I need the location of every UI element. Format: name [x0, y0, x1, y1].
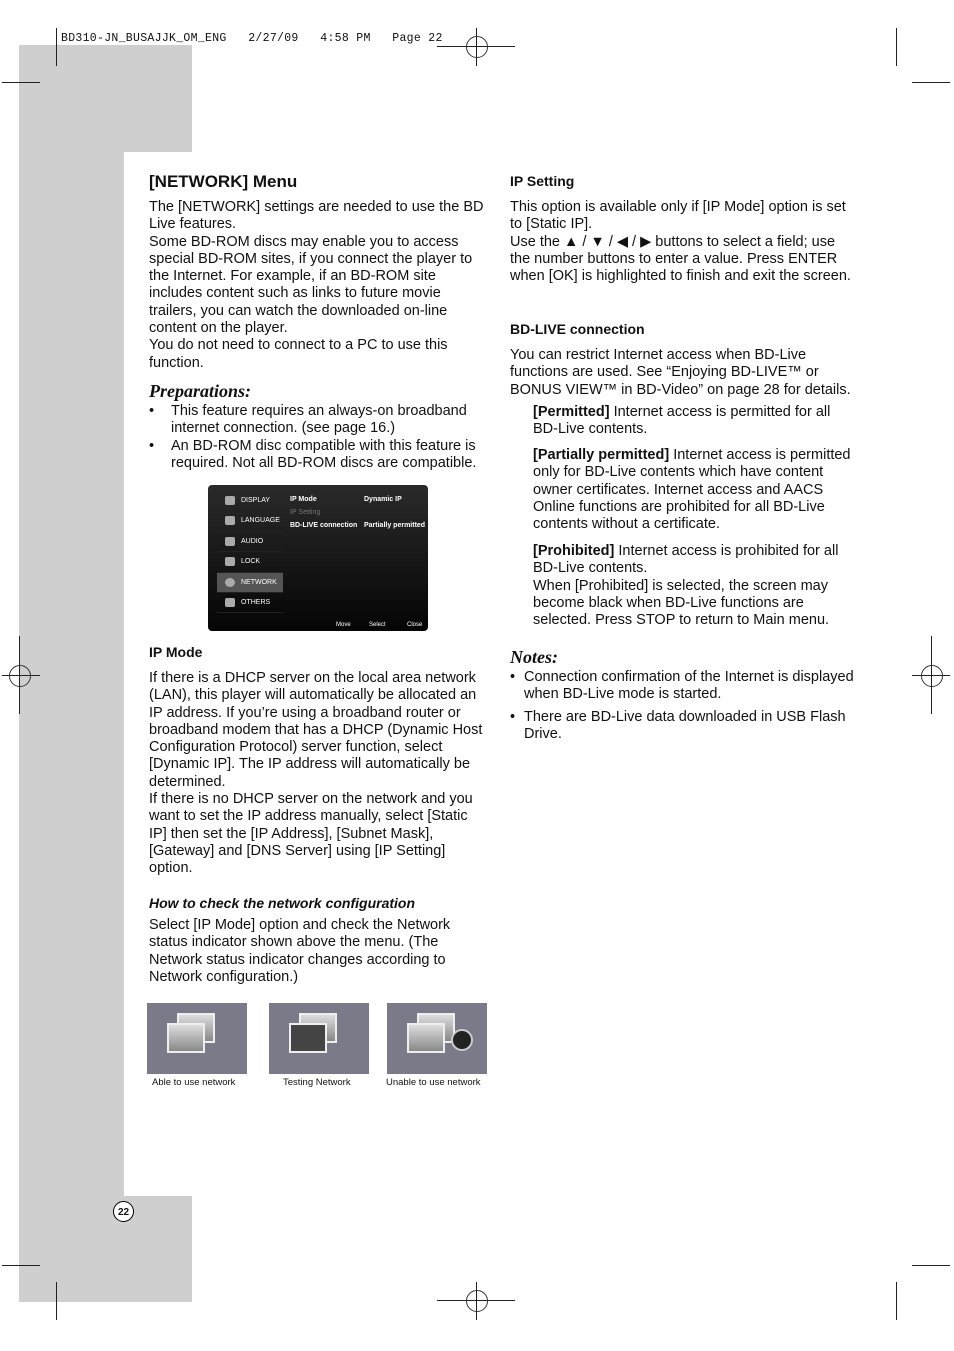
paragraph: The [NETWORK] settings are needed to use the BD Live features. — [149, 199, 484, 233]
list-item: • Connection confirmation of the Internet is displayed when BD-Live mode is started. — [510, 669, 855, 704]
menu-item-others: OTHERS — [217, 593, 283, 613]
subheading: BD-LIVE connection — [510, 321, 645, 337]
registration-mark — [466, 1290, 488, 1312]
network-menu-screenshot — [208, 485, 428, 631]
preparations-list — [149, 403, 484, 472]
menu-option: IP Setting — [290, 509, 321, 516]
menu-item-audio: AUDIO — [217, 532, 283, 552]
paragraph: This option is available only if [IP Mode] option is set to [Static IP]. — [510, 199, 846, 233]
list-item: • There are BD-Live data downloaded in USB Flash Drive. — [510, 709, 855, 744]
intro-text — [149, 199, 489, 372]
crop-mark — [2, 82, 40, 83]
option-permitted: [Permitted] Internet access is permitted for all BD-Live contents. — [533, 404, 831, 438]
notes-heading: Notes: — [510, 647, 558, 667]
option-prohibited: [Prohibited] Internet access is prohibited for all BD-Live contents. When [Prohibited] is selected, the screen may become black when BD-Live functions are selected. Press STOP to return to Main menu. — [533, 543, 839, 629]
network-unavailable-icon — [387, 1003, 487, 1074]
ip-mode-text — [149, 670, 489, 878]
margin-band — [19, 1196, 192, 1302]
crop-mark — [912, 82, 950, 83]
menu-item-display: DISPLAY — [217, 491, 283, 511]
subheading: IP Mode — [149, 644, 203, 660]
crop-mark — [56, 1282, 57, 1320]
section-title: [NETWORK] Menu — [149, 172, 298, 191]
menu-item-language: LANGUAGE — [217, 511, 283, 531]
menu-hint: Close — [407, 622, 423, 628]
crop-mark — [912, 1265, 950, 1266]
list-item: • This feature requires an always-on broadband internet connection. (see page 16.) — [149, 403, 484, 438]
option-partially-permitted: [Partially permitted] Internet access is permitted only for BD-Live contents which have content owner certificates. Internet access and AACS Online functions are prohibited for all BD-Live contents without a certificate. — [533, 447, 851, 533]
crop-mark — [896, 28, 897, 66]
network-ok-icon — [147, 1003, 247, 1074]
menu-option: IP Mode — [290, 496, 317, 503]
margin-band — [19, 152, 124, 1196]
registration-mark — [921, 665, 943, 687]
menu-item-lock: LOCK — [217, 552, 283, 572]
paragraph: If there is a DHCP server on the local area network (LAN), this player will automatically be allocated an IP address. If you’re using a broadband router or broadband modem that has a DHCP (Dynamic Host Configuration Protocol) server function, select [Dynamic IP]. The IP address will automatically be determined. — [149, 670, 483, 790]
margin-band — [19, 45, 192, 152]
menu-item-network: NETWORK — [217, 573, 283, 593]
paragraph: You do not need to connect to a PC to use this function. — [149, 337, 448, 371]
paragraph: Use the ▲ / ▼ / ◀ / ▶ buttons to select a field; use the number buttons to enter a value. Press ENTER when [OK] is highlighted to finish and exit the screen. — [510, 233, 851, 285]
print-slug: BD310-JN_BUSAJJK_OM_ENG 2/27/09 4:58 PM Page 22 — [61, 32, 443, 45]
crop-mark — [56, 28, 57, 66]
registration-mark — [466, 36, 488, 58]
crop-mark — [896, 1282, 897, 1320]
menu-hint: Move — [336, 622, 351, 628]
bdlive-text: You can restrict Internet access when BD-Live functions are used. See “Enjoying BD-LIVE™ or BONUS VIEW™ in BD-Video” on page 28 for details. — [510, 347, 851, 398]
menu-sidebar — [217, 491, 283, 613]
network-testing-icon — [269, 1003, 369, 1074]
status-caption: Testing Network — [283, 1077, 351, 1088]
preparations-heading: Preparations: — [149, 381, 252, 401]
page-number: 22 — [113, 1201, 134, 1222]
ip-setting-text — [510, 199, 855, 285]
menu-value: Partially permitted — [364, 522, 426, 529]
paragraph: Some BD-ROM discs may enable you to access special BD-ROM sites, if you connect the player to the Internet. For example, if an BD-ROM site includes content such as links to future movie trailers, you can watch the downloaded on-line content on the player. — [149, 233, 473, 337]
list-item: • An BD-ROM disc compatible with this feature is required. Not all BD-ROM discs are compatible. — [149, 438, 484, 473]
menu-hint: Select — [369, 622, 386, 628]
status-caption: Unable to use network — [386, 1077, 481, 1088]
menu-value: Dynamic IP — [364, 496, 402, 503]
check-text: Select [IP Mode] option and check the Network status indicator shown above the menu. (The Network status indicator changes according to Network configuration.) — [149, 917, 451, 985]
subheading: IP Setting — [510, 173, 575, 189]
subheading: How to check the network configuration — [149, 895, 416, 911]
status-caption: Able to use network — [152, 1077, 236, 1088]
crop-mark — [2, 1265, 40, 1266]
notes-list — [510, 669, 855, 743]
paragraph: If there is no DHCP server on the network and you want to set the IP address manually, select [Static IP] then set the [IP Address], [Subnet Mask], [Gateway] and [DNS Server] using [IP Setting] option. — [149, 791, 473, 877]
registration-mark — [9, 665, 31, 687]
menu-option: BD-LIVE connection — [290, 522, 358, 529]
